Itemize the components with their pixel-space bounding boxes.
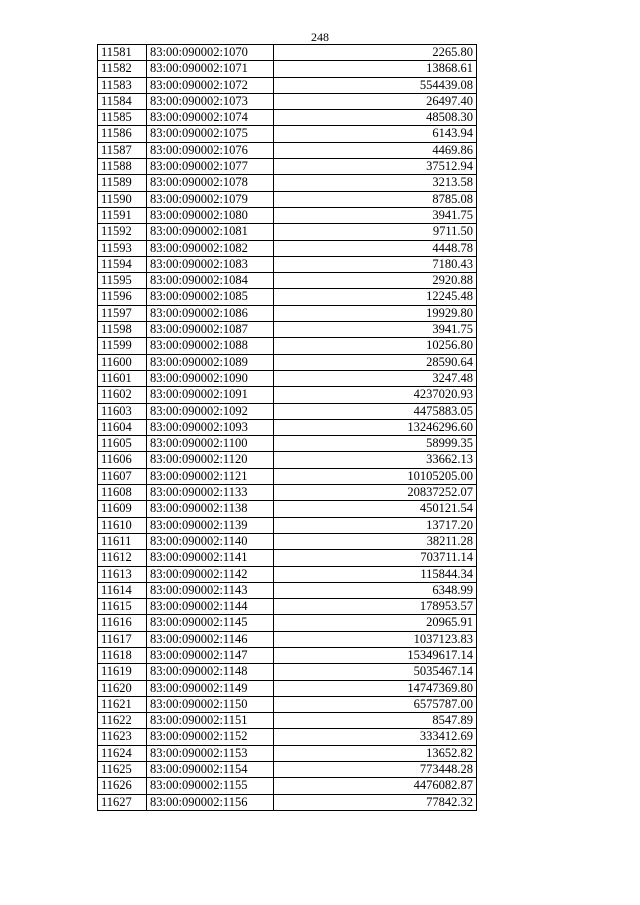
row-number-cell: 11585: [98, 110, 147, 126]
value-cell: 7180.43: [274, 256, 477, 272]
row-number-cell: 11593: [98, 240, 147, 256]
row-number-cell: 11582: [98, 61, 147, 77]
cadastral-number-cell: 83:00:090002:1143: [147, 582, 274, 598]
table-row: [98, 468, 477, 484]
row-number-cell: 11603: [98, 403, 147, 419]
cadastral-number-cell: 83:00:090002:1149: [147, 680, 274, 696]
table-row: [98, 501, 477, 517]
table-row: [98, 159, 477, 175]
cadastral-number-cell: 83:00:090002:1071: [147, 61, 274, 77]
value-cell: 6143.94: [274, 126, 477, 142]
cadastral-number-cell: 83:00:090002:1154: [147, 762, 274, 778]
value-cell: 2920.88: [274, 273, 477, 289]
table-row: [98, 289, 477, 305]
value-cell: 178953.57: [274, 599, 477, 615]
cadastral-number-cell: 83:00:090002:1086: [147, 305, 274, 321]
value-cell: 13246296.60: [274, 419, 477, 435]
value-cell: 58999.35: [274, 436, 477, 452]
value-cell: 13652.82: [274, 745, 477, 761]
row-number-cell: 11589: [98, 175, 147, 191]
value-cell: 19929.80: [274, 305, 477, 321]
table-row: [98, 338, 477, 354]
value-cell: 4237020.93: [274, 387, 477, 403]
value-cell: 3941.75: [274, 322, 477, 338]
table-row: [98, 354, 477, 370]
cadastral-number-cell: 83:00:090002:1120: [147, 452, 274, 468]
table-row: [98, 322, 477, 338]
row-number-cell: 11613: [98, 566, 147, 582]
cadastral-number-cell: 83:00:090002:1087: [147, 322, 274, 338]
table-row: [98, 240, 477, 256]
row-number-cell: 11614: [98, 582, 147, 598]
value-cell: 15349617.14: [274, 647, 477, 663]
cadastral-number-cell: 83:00:090002:1070: [147, 45, 274, 61]
cadastral-number-cell: 83:00:090002:1090: [147, 370, 274, 386]
row-number-cell: 11594: [98, 256, 147, 272]
value-cell: 4469.86: [274, 142, 477, 158]
table-row: [98, 615, 477, 631]
value-cell: 3941.75: [274, 207, 477, 223]
table-row: [98, 436, 477, 452]
table-row: [98, 485, 477, 501]
row-number-cell: 11610: [98, 517, 147, 533]
row-number-cell: 11596: [98, 289, 147, 305]
value-cell: 9711.50: [274, 224, 477, 240]
cadastral-number-cell: 83:00:090002:1083: [147, 256, 274, 272]
value-cell: 6348.99: [274, 582, 477, 598]
table-row: [98, 713, 477, 729]
table-row: [98, 305, 477, 321]
value-cell: 28590.64: [274, 354, 477, 370]
value-cell: 703711.14: [274, 550, 477, 566]
table-body: [98, 45, 477, 811]
value-cell: 3247.48: [274, 370, 477, 386]
cadastral-number-cell: 83:00:090002:1155: [147, 778, 274, 794]
row-number-cell: 11620: [98, 680, 147, 696]
cadastral-number-cell: 83:00:090002:1093: [147, 419, 274, 435]
cadastral-number-cell: 83:00:090002:1085: [147, 289, 274, 305]
cadastral-number-cell: 83:00:090002:1121: [147, 468, 274, 484]
value-cell: 14747369.80: [274, 680, 477, 696]
value-cell: 554439.08: [274, 77, 477, 93]
page-number: 248: [311, 30, 329, 44]
cadastral-number-cell: 83:00:090002:1142: [147, 566, 274, 582]
row-number-cell: 11597: [98, 305, 147, 321]
value-cell: 5035467.14: [274, 664, 477, 680]
cadastral-number-cell: 83:00:090002:1088: [147, 338, 274, 354]
table-row: [98, 778, 477, 794]
cadastral-number-cell: 83:00:090002:1091: [147, 387, 274, 403]
value-cell: 8785.08: [274, 191, 477, 207]
table-row: [98, 533, 477, 549]
table-row: [98, 517, 477, 533]
table-row: [98, 680, 477, 696]
table-row: [98, 729, 477, 745]
table-row: [98, 696, 477, 712]
value-cell: 13868.61: [274, 61, 477, 77]
cadastral-number-cell: 83:00:090002:1078: [147, 175, 274, 191]
table-row: [98, 126, 477, 142]
row-number-cell: 11600: [98, 354, 147, 370]
value-cell: 20965.91: [274, 615, 477, 631]
row-number-cell: 11586: [98, 126, 147, 142]
row-number-cell: 11592: [98, 224, 147, 240]
value-cell: 48508.30: [274, 110, 477, 126]
value-cell: 26497.40: [274, 93, 477, 109]
table-row: [98, 207, 477, 223]
row-number-cell: 11605: [98, 436, 147, 452]
table-row: [98, 419, 477, 435]
table-row: [98, 370, 477, 386]
row-number-cell: 11609: [98, 501, 147, 517]
row-number-cell: 11607: [98, 468, 147, 484]
row-number-cell: 11624: [98, 745, 147, 761]
cadastral-number-cell: 83:00:090002:1139: [147, 517, 274, 533]
row-number-cell: 11598: [98, 322, 147, 338]
table-row: [98, 664, 477, 680]
cadastral-number-cell: 83:00:090002:1082: [147, 240, 274, 256]
row-number-cell: 11606: [98, 452, 147, 468]
cadastral-number-cell: 83:00:090002:1077: [147, 159, 274, 175]
value-cell: 3213.58: [274, 175, 477, 191]
table-row: [98, 224, 477, 240]
table-row: [98, 142, 477, 158]
table-row: [98, 175, 477, 191]
row-number-cell: 11595: [98, 273, 147, 289]
row-number-cell: 11626: [98, 778, 147, 794]
row-number-cell: 11583: [98, 77, 147, 93]
table-row: [98, 387, 477, 403]
row-number-cell: 11590: [98, 191, 147, 207]
cadastral-number-cell: 83:00:090002:1140: [147, 533, 274, 549]
cadastral-number-cell: 83:00:090002:1075: [147, 126, 274, 142]
value-cell: 6575787.00: [274, 696, 477, 712]
table-row: [98, 191, 477, 207]
cadastral-number-cell: 83:00:090002:1081: [147, 224, 274, 240]
table-row: [98, 403, 477, 419]
value-cell: 13717.20: [274, 517, 477, 533]
row-number-cell: 11608: [98, 485, 147, 501]
row-number-cell: 11616: [98, 615, 147, 631]
value-cell: 4476082.87: [274, 778, 477, 794]
cadastral-value-table: [97, 44, 477, 811]
row-number-cell: 11604: [98, 419, 147, 435]
cadastral-number-cell: 83:00:090002:1145: [147, 615, 274, 631]
cadastral-number-cell: 83:00:090002:1089: [147, 354, 274, 370]
row-number-cell: 11625: [98, 762, 147, 778]
cadastral-number-cell: 83:00:090002:1092: [147, 403, 274, 419]
cadastral-number-cell: 83:00:090002:1146: [147, 631, 274, 647]
table-row: [98, 93, 477, 109]
row-number-cell: 11615: [98, 599, 147, 615]
value-cell: 12245.48: [274, 289, 477, 305]
value-cell: 77842.32: [274, 794, 477, 810]
row-number-cell: 11618: [98, 647, 147, 663]
value-cell: 333412.69: [274, 729, 477, 745]
table-row: [98, 566, 477, 582]
table-row: [98, 550, 477, 566]
table-row: [98, 794, 477, 810]
value-cell: 38211.28: [274, 533, 477, 549]
row-number-cell: 11627: [98, 794, 147, 810]
value-cell: 10256.80: [274, 338, 477, 354]
row-number-cell: 11581: [98, 45, 147, 61]
row-number-cell: 11602: [98, 387, 147, 403]
value-cell: 450121.54: [274, 501, 477, 517]
value-cell: 4475883.05: [274, 403, 477, 419]
value-cell: 20837252.07: [274, 485, 477, 501]
cadastral-number-cell: 83:00:090002:1144: [147, 599, 274, 615]
row-number-cell: 11622: [98, 713, 147, 729]
row-number-cell: 11587: [98, 142, 147, 158]
row-number-cell: 11591: [98, 207, 147, 223]
cadastral-number-cell: 83:00:090002:1138: [147, 501, 274, 517]
value-cell: 2265.80: [274, 45, 477, 61]
value-cell: 33662.13: [274, 452, 477, 468]
value-cell: 8547.89: [274, 713, 477, 729]
cadastral-number-cell: 83:00:090002:1073: [147, 93, 274, 109]
value-cell: 115844.34: [274, 566, 477, 582]
row-number-cell: 11612: [98, 550, 147, 566]
row-number-cell: 11621: [98, 696, 147, 712]
cadastral-number-cell: 83:00:090002:1072: [147, 77, 274, 93]
table-row: [98, 452, 477, 468]
cadastral-number-cell: 83:00:090002:1100: [147, 436, 274, 452]
cadastral-number-cell: 83:00:090002:1153: [147, 745, 274, 761]
table-row: [98, 256, 477, 272]
value-cell: 10105205.00: [274, 468, 477, 484]
table-row: [98, 77, 477, 93]
value-cell: 773448.28: [274, 762, 477, 778]
row-number-cell: 11611: [98, 533, 147, 549]
row-number-cell: 11623: [98, 729, 147, 745]
row-number-cell: 11601: [98, 370, 147, 386]
table-row: [98, 582, 477, 598]
value-cell: 1037123.83: [274, 631, 477, 647]
cadastral-number-cell: 83:00:090002:1151: [147, 713, 274, 729]
table-row: [98, 631, 477, 647]
row-number-cell: 11617: [98, 631, 147, 647]
row-number-cell: 11584: [98, 93, 147, 109]
cadastral-number-cell: 83:00:090002:1080: [147, 207, 274, 223]
cadastral-number-cell: 83:00:090002:1074: [147, 110, 274, 126]
table-row: [98, 273, 477, 289]
table-row: [98, 745, 477, 761]
cadastral-number-cell: 83:00:090002:1076: [147, 142, 274, 158]
table-row: [98, 45, 477, 61]
table-row: [98, 647, 477, 663]
row-number-cell: 11619: [98, 664, 147, 680]
cadastral-number-cell: 83:00:090002:1150: [147, 696, 274, 712]
table-row: [98, 110, 477, 126]
table-row: [98, 61, 477, 77]
row-number-cell: 11588: [98, 159, 147, 175]
cadastral-number-cell: 83:00:090002:1156: [147, 794, 274, 810]
value-cell: 37512.94: [274, 159, 477, 175]
table-row: [98, 599, 477, 615]
cadastral-number-cell: 83:00:090002:1079: [147, 191, 274, 207]
cadastral-number-cell: 83:00:090002:1084: [147, 273, 274, 289]
cadastral-number-cell: 83:00:090002:1141: [147, 550, 274, 566]
value-cell: 4448.78: [274, 240, 477, 256]
row-number-cell: 11599: [98, 338, 147, 354]
cadastral-number-cell: 83:00:090002:1152: [147, 729, 274, 745]
cadastral-number-cell: 83:00:090002:1147: [147, 647, 274, 663]
table-row: [98, 762, 477, 778]
cadastral-number-cell: 83:00:090002:1133: [147, 485, 274, 501]
cadastral-number-cell: 83:00:090002:1148: [147, 664, 274, 680]
